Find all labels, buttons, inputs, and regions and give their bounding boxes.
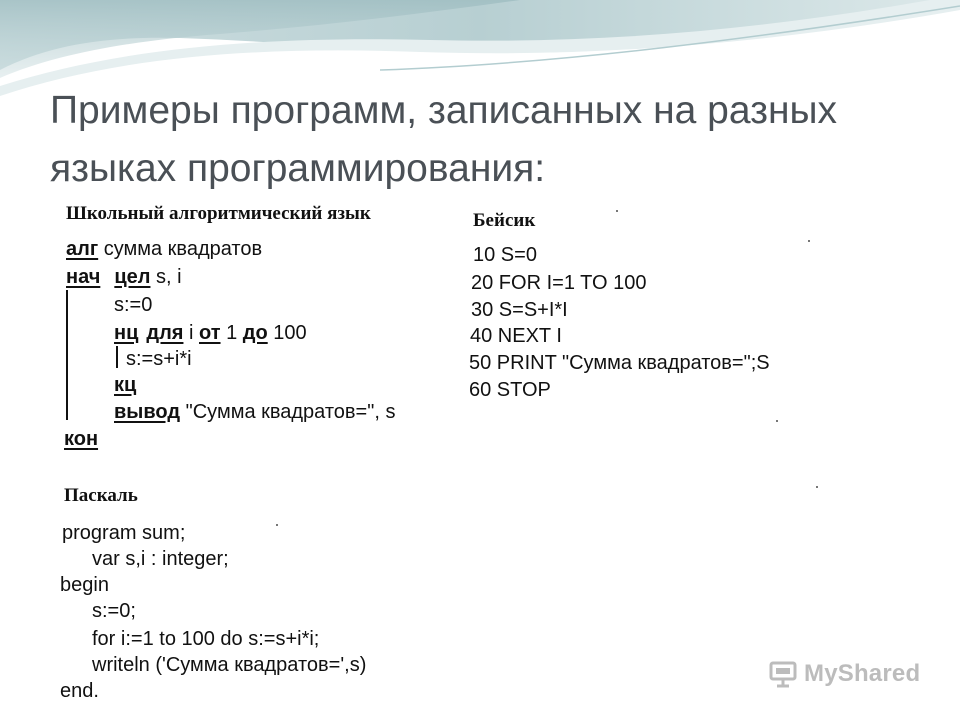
- basic-heading: Бейсик: [473, 210, 536, 231]
- scan-speck: [776, 420, 778, 422]
- pascal-line-6: writeln ('Сумма квадратов=',s): [92, 654, 367, 676]
- basic-line-2: 20 FOR I=1 TO 100: [471, 272, 647, 294]
- myshared-watermark: [768, 656, 920, 692]
- keyword-alg: алг: [66, 238, 99, 260]
- school-line-4-var: i: [183, 322, 200, 344]
- keyword-nc: нц: [114, 322, 139, 344]
- school-line-2-text: s, i: [150, 266, 182, 288]
- presentation-board-icon: [768, 659, 798, 689]
- pascal-line-5: for i:=1 to 100 do s:=s+i*i;: [92, 628, 320, 650]
- school-line-7-text: "Сумма квадратов=", s: [180, 401, 396, 423]
- school-line-4: [114, 322, 307, 345]
- keyword-dlya: для: [146, 322, 184, 344]
- pascal-line-2: var s,i : integer;: [92, 548, 229, 570]
- pascal-line-4: s:=0;: [92, 600, 136, 622]
- school-line-4-to: 100: [267, 322, 307, 344]
- keyword-kon: кон: [64, 428, 99, 450]
- basic-line-3: 30 S=S+I*I: [471, 299, 568, 321]
- keyword-nach: нач: [66, 266, 101, 288]
- keyword-vyvod: вывод: [114, 401, 181, 423]
- scan-speck: [816, 486, 818, 488]
- keyword-cel: цел: [114, 266, 151, 288]
- keyword-kc: кц: [114, 374, 137, 396]
- pascal-line-1: program sum;: [62, 522, 186, 544]
- basic-line-6: 60 STOP: [469, 379, 551, 401]
- pascal-heading: Паскаль: [64, 485, 138, 506]
- scan-speck: [808, 240, 810, 242]
- pascal-line-3: begin: [60, 574, 109, 596]
- scan-speck: [276, 524, 278, 526]
- block-bracket-inner: [116, 346, 118, 368]
- school-line-2: [66, 266, 182, 289]
- school-line-1: [66, 238, 262, 261]
- school-line-1-text: сумма квадратов: [98, 238, 263, 260]
- school-line-5: s:=s+i*i: [126, 348, 192, 370]
- block-bracket-outer: [66, 290, 68, 420]
- basic-line-5: 50 PRINT "Сумма квадратов=";S: [469, 352, 770, 374]
- basic-line-4: 40 NEXT I: [470, 325, 562, 347]
- school-line-4-from: 1: [220, 322, 243, 344]
- basic-line-1: 10 S=0: [473, 244, 537, 266]
- slide-title: Примеры программ, записанных на разных языках программирования:: [50, 89, 838, 190]
- scanned-code-image: [56, 198, 826, 712]
- keyword-ot: от: [199, 322, 221, 344]
- scan-speck: [616, 210, 618, 212]
- school-line-3: s:=0: [114, 294, 153, 316]
- watermark-brand-text: MyShared: [804, 660, 921, 687]
- school-line-8: [64, 428, 98, 451]
- pascal-line-7: end.: [60, 680, 99, 702]
- school-line-7: [114, 401, 395, 424]
- keyword-do: до: [242, 322, 268, 344]
- school-line-6: [114, 374, 136, 397]
- school-language-heading: Школьный алгоритмический язык: [66, 203, 371, 224]
